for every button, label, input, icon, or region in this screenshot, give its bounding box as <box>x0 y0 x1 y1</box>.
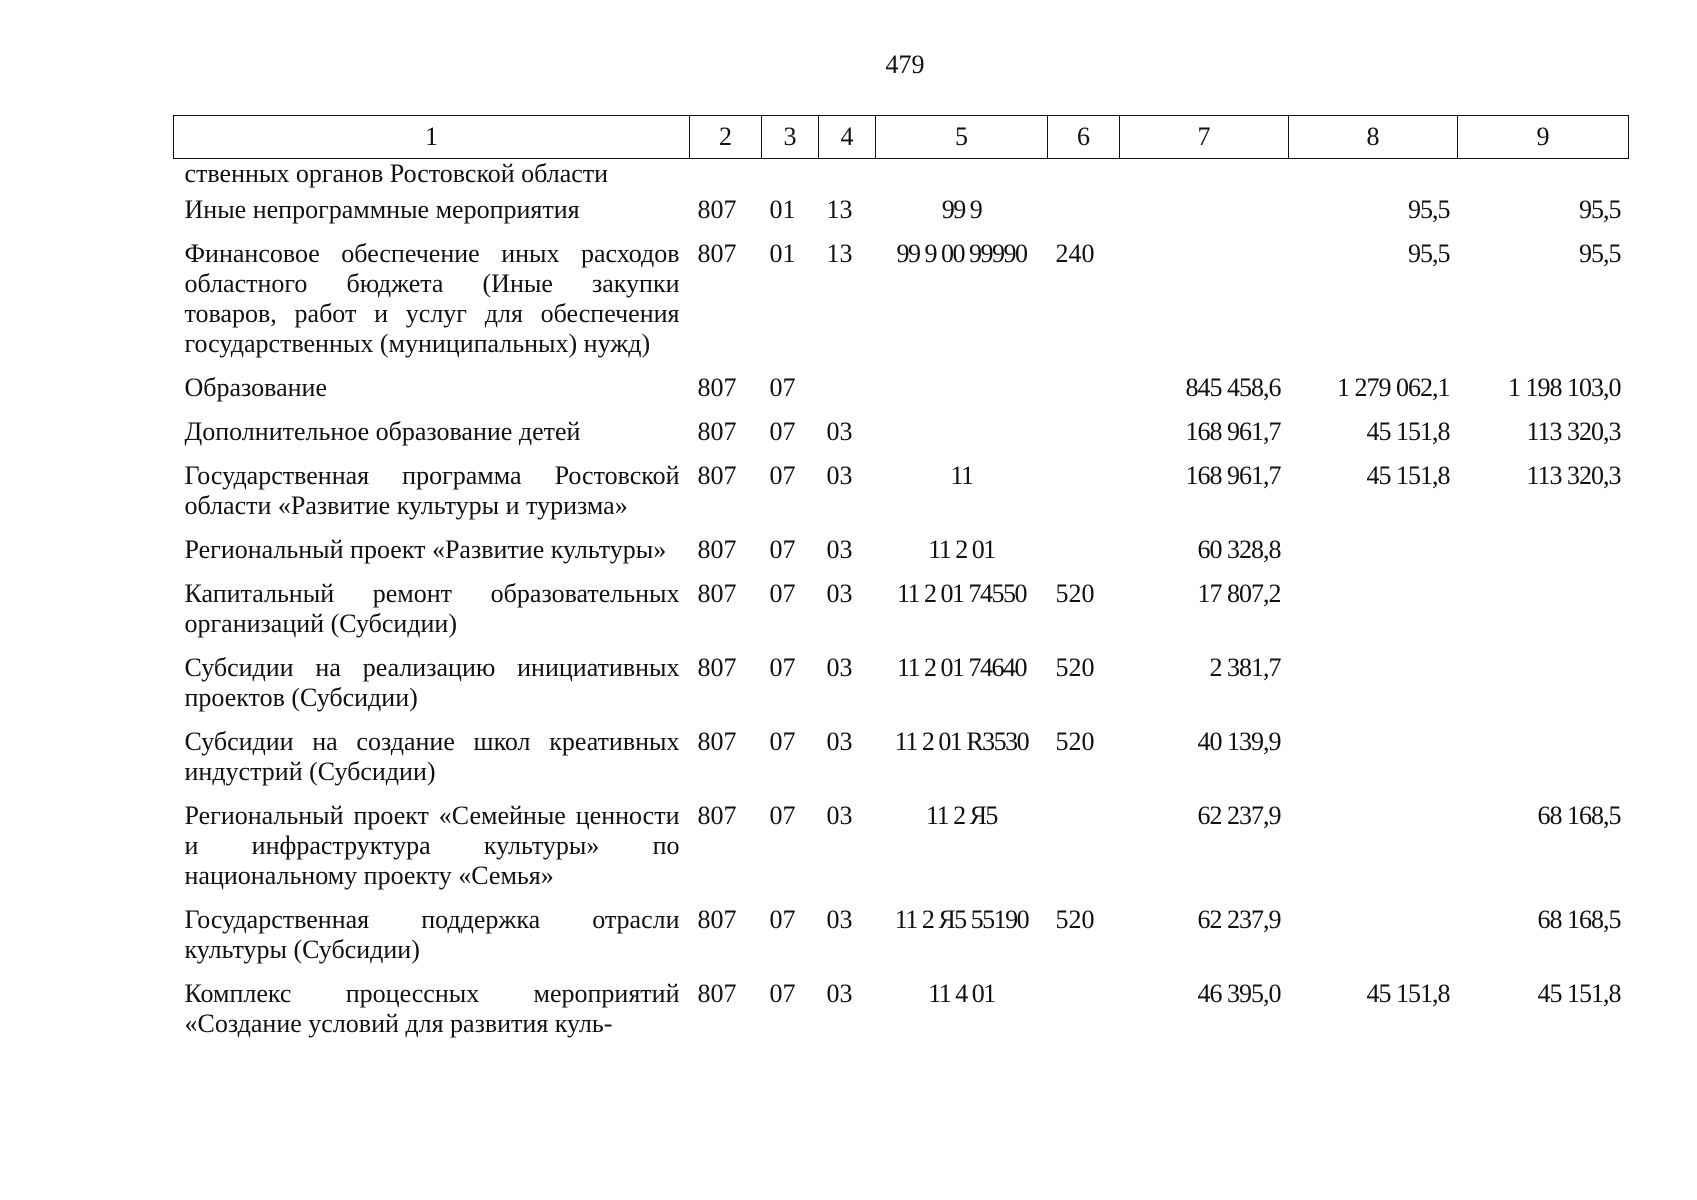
target-article-code: 11 2 01 74640 <box>896 653 1027 682</box>
amount-col-8 <box>1289 903 1458 977</box>
ministry-code: 807 <box>697 417 737 446</box>
row-name: Региональный проект «Семейные ценности и инфраструктура культуры» по национальному проекту «Семья» <box>184 801 680 890</box>
ministry-code: 807 <box>697 461 737 490</box>
amount-col-8 <box>1289 533 1458 577</box>
subsection-code: 03 <box>826 579 853 608</box>
target-article-code: 11 2 Я5 55190 <box>894 905 1029 934</box>
target-article-code: 99 9 <box>941 195 982 224</box>
target-article-code: 11 2 01 R3530 <box>894 727 1029 756</box>
subsection-code: 03 <box>826 727 853 756</box>
amount-col-9: 95,5 <box>1579 239 1621 268</box>
column-header: 5 <box>876 116 1048 159</box>
column-header: 7 <box>1120 116 1289 159</box>
amount-col-9: 113 320,3 <box>1526 417 1621 446</box>
ministry-code: 807 <box>697 727 737 756</box>
amount-col-9: 68 168,5 <box>1537 905 1621 934</box>
amount-col-9 <box>1458 577 1629 651</box>
amount-col-7 <box>1120 193 1289 237</box>
amount-col-8 <box>1289 159 1458 194</box>
amount-col-9 <box>1458 725 1629 799</box>
table-row <box>174 193 1629 237</box>
row-name: Дополнительное образование детей <box>184 417 581 446</box>
amount-col-8: 45 151,8 <box>1366 979 1450 1008</box>
table-row <box>174 799 1629 903</box>
ministry-code: 807 <box>697 579 737 608</box>
amount-col-7: 17 807,2 <box>1197 579 1281 608</box>
amount-col-7 <box>1120 237 1289 371</box>
table-row <box>174 159 1629 194</box>
expense-type-code <box>1048 977 1120 1051</box>
subsection-code: 03 <box>826 801 853 830</box>
amount-col-7: 62 237,9 <box>1197 801 1281 830</box>
amount-col-9 <box>1458 159 1629 194</box>
subsection-code: 03 <box>826 905 853 934</box>
subsection-code: 03 <box>826 417 853 446</box>
amount-col-7: 845 458,6 <box>1185 373 1281 402</box>
row-name: Финансовое обеспечение иных расходов областного бюджета (Иные закупки товаров, работ и услуг для обеспечения государственных (муниципальных) нужд) <box>184 239 680 358</box>
amount-col-9 <box>1458 533 1629 577</box>
subsection-code: 03 <box>826 979 853 1008</box>
subsection-code: 13 <box>826 239 853 268</box>
amount-col-8 <box>1289 725 1458 799</box>
section-code: 07 <box>769 417 796 446</box>
section-code: 07 <box>769 535 796 564</box>
expense-type-code: 520 <box>1055 727 1095 756</box>
section-code: 07 <box>769 653 796 682</box>
target-article-code <box>876 415 1048 459</box>
target-article-code: 11 2 01 <box>928 535 995 564</box>
table-row <box>174 533 1629 577</box>
ministry-code: 807 <box>697 905 737 934</box>
expense-type-code <box>1048 415 1120 459</box>
subsection-code: 13 <box>826 195 853 224</box>
target-article-code: 11 2 Я5 <box>926 801 997 830</box>
row-name: Образование <box>184 373 328 402</box>
amount-col-8: 45 151,8 <box>1366 461 1450 490</box>
amount-col-7: 62 237,9 <box>1197 905 1281 934</box>
expense-type-code: 520 <box>1055 653 1095 682</box>
column-header: 3 <box>762 116 819 159</box>
section-code: 01 <box>769 239 796 268</box>
subsection-code <box>819 371 876 415</box>
section-code: 07 <box>769 579 796 608</box>
target-article-code <box>876 159 1048 194</box>
section-code: 07 <box>769 905 796 934</box>
section-code <box>762 159 819 194</box>
row-name: Региональный проект «Развитие культуры» <box>184 535 667 564</box>
table-row <box>174 577 1629 651</box>
row-name: Субсидии на создание школ креативных индустрий (Субсидии) <box>184 727 680 786</box>
row-name: Государственная поддержка отрасли культуры (Субсидии) <box>184 905 680 964</box>
column-header: 2 <box>690 116 762 159</box>
subsection-code: 03 <box>826 653 853 682</box>
budget-table <box>173 115 1629 1051</box>
column-header: 4 <box>819 116 876 159</box>
section-code: 07 <box>769 373 796 402</box>
row-name: Государственная программа Ростовской области «Развитие культуры и туризма» <box>184 461 680 520</box>
amount-col-9: 1 198 103,0 <box>1508 373 1621 402</box>
table-row <box>174 459 1629 533</box>
expense-type-code <box>1048 799 1120 903</box>
table-row <box>174 415 1629 459</box>
section-code: 07 <box>769 979 796 1008</box>
table-row <box>174 725 1629 799</box>
row-name: Капитальный ремонт образовательных организаций (Субсидии) <box>184 579 680 638</box>
column-header: 9 <box>1458 116 1629 159</box>
ministry-code: 807 <box>697 195 737 224</box>
amount-col-8: 95,5 <box>1408 195 1450 224</box>
amount-col-8: 45 151,8 <box>1366 417 1450 446</box>
amount-col-7: 40 139,9 <box>1197 727 1281 756</box>
section-code: 07 <box>769 727 796 756</box>
column-header: 6 <box>1048 116 1120 159</box>
ministry-code <box>690 159 762 194</box>
column-header: 8 <box>1289 116 1458 159</box>
target-article-code: 11 4 01 <box>928 979 995 1008</box>
ministry-code: 807 <box>697 239 737 268</box>
expense-type-code: 240 <box>1055 239 1095 268</box>
amount-col-8: 1 279 062,1 <box>1337 373 1450 402</box>
subsection-code: 03 <box>826 535 853 564</box>
target-article-code: 99 9 00 99990 <box>896 239 1027 268</box>
ministry-code: 807 <box>697 373 737 402</box>
amount-col-9 <box>1458 651 1629 725</box>
section-code: 07 <box>769 801 796 830</box>
target-article-code: 11 2 01 74550 <box>896 579 1027 608</box>
ministry-code: 807 <box>697 801 737 830</box>
expense-type-code <box>1048 533 1120 577</box>
table-row <box>174 237 1629 371</box>
row-name: Иные непрограммные мероприятия <box>184 195 580 224</box>
expense-type-code <box>1048 193 1120 237</box>
expense-type-code <box>1048 159 1120 194</box>
amount-col-7: 168 961,7 <box>1185 417 1281 446</box>
row-name: ственных органов Ростовской области <box>184 159 609 188</box>
subsection-code: 03 <box>826 461 853 490</box>
column-header: 1 <box>174 116 690 159</box>
table-row <box>174 903 1629 977</box>
table-row <box>174 977 1629 1051</box>
expense-type-code <box>1048 371 1120 415</box>
amount-col-8 <box>1289 577 1458 651</box>
expense-type-code: 520 <box>1055 579 1095 608</box>
header-row <box>174 116 1629 159</box>
amount-col-9: 113 320,3 <box>1526 461 1621 490</box>
section-code: 07 <box>769 461 796 490</box>
amount-col-7: 60 328,8 <box>1197 535 1281 564</box>
amount-col-8: 95,5 <box>1408 239 1450 268</box>
amount-col-7 <box>1120 159 1289 194</box>
target-article-code: 11 <box>950 461 973 490</box>
ministry-code: 807 <box>697 979 737 1008</box>
expense-type-code: 520 <box>1055 905 1095 934</box>
amount-col-8 <box>1289 799 1458 903</box>
section-code: 01 <box>769 195 796 224</box>
ministry-code: 807 <box>697 653 737 682</box>
amount-col-9: 68 168,5 <box>1537 801 1621 830</box>
amount-col-8 <box>1289 651 1458 725</box>
amount-col-9: 45 151,8 <box>1537 979 1621 1008</box>
subsection-code <box>819 159 876 194</box>
expense-type-code <box>1048 459 1120 533</box>
table-row <box>174 371 1629 415</box>
amount-col-7: 168 961,7 <box>1185 461 1281 490</box>
row-name: Субсидии на реализацию инициативных проектов (Субсидии) <box>184 653 680 712</box>
amount-col-7: 46 395,0 <box>1197 979 1281 1008</box>
row-name: Комплекс процессных мероприятий «Создание условий для развития куль- <box>184 979 680 1038</box>
ministry-code: 807 <box>697 535 737 564</box>
table-row <box>174 651 1629 725</box>
amount-col-7: 2 381,7 <box>1209 653 1281 682</box>
amount-col-9: 95,5 <box>1579 195 1621 224</box>
page-number: 479 <box>885 50 925 79</box>
target-article-code <box>876 371 1048 415</box>
